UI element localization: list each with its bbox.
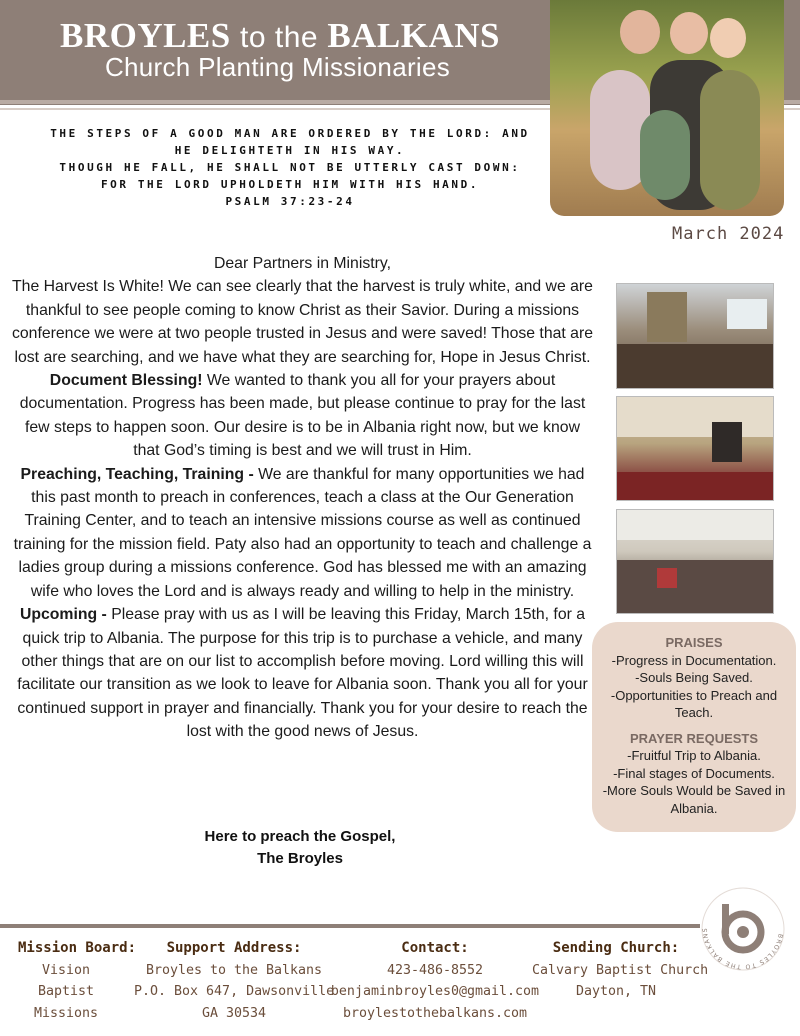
letter-paragraph-upcoming (10, 603, 595, 743)
letter-greeting: Dear Partners in Ministry, (213, 255, 392, 272)
prayer-item: -More Souls Would be Saved in (602, 783, 786, 798)
praise-item: -Progress in Documentation. (611, 652, 777, 668)
contact-phone[interactable]: 423-486-8552 (386, 962, 484, 978)
signature-name: The Broyles (257, 850, 343, 867)
paragraph-heading: Document Blessing! (49, 372, 203, 390)
footer-text: Baptist (37, 984, 95, 999)
prayer-item: -Final stages of Documents. (613, 765, 775, 781)
conference-photo-1 (616, 283, 774, 389)
footer-text: Dayton, TN (575, 984, 657, 999)
footer-text: Vision (41, 962, 91, 978)
footer-text: P.O. Box 647, Dawsonville (134, 984, 335, 999)
contact-website[interactable]: broylestothebalkans.com (342, 1005, 528, 1021)
praises-heading: PRAISES (665, 635, 723, 650)
paragraph-heading: Upcoming - (19, 606, 107, 624)
paragraph-text: We wanted to thank you all for your prayers about documentation. Progress has been made, but please continue to pray for the last few steps to happen soon. Our desire is to be in Albania right now, but we know that God’s timing is best and we will trust in Him. (19, 372, 586, 460)
contact-email[interactable]: benjaminbroyles0@gmail.com (330, 984, 540, 999)
footer-heading: Contact: (401, 940, 469, 956)
broyles-logo-icon (700, 886, 786, 972)
logo-ring-text: BROYLES TO THE BALKANS (701, 927, 784, 971)
newsletter-subtitle: Church Planting Missionaries (104, 52, 451, 82)
footer-divider (0, 924, 700, 928)
letter-paragraph-preaching (10, 463, 595, 603)
prayer-requests-heading: PRAYER REQUESTS (629, 730, 759, 746)
newsletter-date: March 2024 (672, 224, 785, 244)
footer-text: Calvary Baptist Church (532, 962, 709, 978)
letter-body (10, 252, 595, 744)
prayer-item: -Fruitful Trip to Albania. (627, 748, 761, 763)
verse-line: THE STEPS OF A GOOD MAN ARE ORDERED BY THE LORD: AND (50, 127, 530, 140)
footer-heading: Support Address: (166, 940, 302, 956)
footer-sending-church (532, 938, 709, 1003)
verse-reference: PSALM 37:23-24 (225, 195, 355, 208)
footer-text: Missions (33, 1005, 99, 1021)
letter-paragraph-harvest: The Harvest Is White! We can see clearly that the harvest is truly white, and we are thankful to see people coming to know Christ as their Savior. During a missions conference we were at two people trusted in Jesus and were saved! Those that are lost are searching, and we have what they are searching for, Hope in Jesus Christ. (11, 278, 594, 366)
signature-line: Here to preach the Gospel, (204, 828, 396, 845)
footer-heading: Mission Board: (18, 940, 137, 956)
footer-mission-board (18, 938, 137, 1024)
newsletter-title (0, 16, 560, 56)
paragraph-text: We are thankful for many opportunities we had this past month to preach in conferences, teach a class at the Our Generation Training Center, and to teach an intensive missions course as well as continued training for the mission field. Paty also had an opportunity to teach and challenge a ladies group during a missions conference. God has blessed me with an amazing wife who loves the Lord and is always ready and willing to help in the ministry. (13, 465, 592, 600)
verse-line: FOR THE LORD UPHOLDETH HIM WITH HIS HAND. (100, 178, 480, 191)
praise-item: Teach. (674, 705, 714, 720)
signature (150, 826, 450, 870)
paragraph-text: Please pray with us as I will be leaving this Friday, March 15th, for a quick trip to Albania. The purpose for this trip is to purchase a vehicle, and many other things that are on our list to accomplish before moving. Lord willing this will facilitate our transition as we look to leave for Albania soon. Thank you all for your continued support in prayer and financially. Thank you for your desire to reach the lost with the good news of Jesus. (17, 606, 588, 741)
title-to-the: to the (240, 21, 319, 54)
verse-line: HE DELIGHTETH IN HIS WAY. (174, 144, 406, 157)
footer-support-address (134, 938, 334, 1024)
praise-item: -Souls Being Saved. (635, 670, 753, 685)
footer-text: Broyles to the Balkans (145, 962, 323, 978)
conference-photo-3 (616, 509, 774, 614)
praise-item: -Opportunities to Preach and (610, 687, 778, 703)
scripture-verse (10, 125, 570, 210)
footer-contact (330, 938, 540, 1024)
family-photo (550, 0, 784, 216)
praise-prayer-box (592, 622, 796, 832)
footer-heading: Sending Church: (552, 940, 680, 956)
title-word-broyles: BROYLES (59, 16, 231, 55)
footer-text: GA 30534 (201, 1005, 267, 1021)
verse-line: THOUGH HE FALL, HE SHALL NOT BE UTTERLY CAST DOWN: (59, 161, 521, 174)
prayer-item: Albania. (670, 800, 718, 816)
title-word-balkans: BALKANS (327, 16, 501, 55)
paragraph-heading: Preaching, Teaching, Training - (20, 465, 254, 483)
letter-paragraph-documents (10, 369, 595, 463)
conference-photo-2 (616, 396, 774, 501)
